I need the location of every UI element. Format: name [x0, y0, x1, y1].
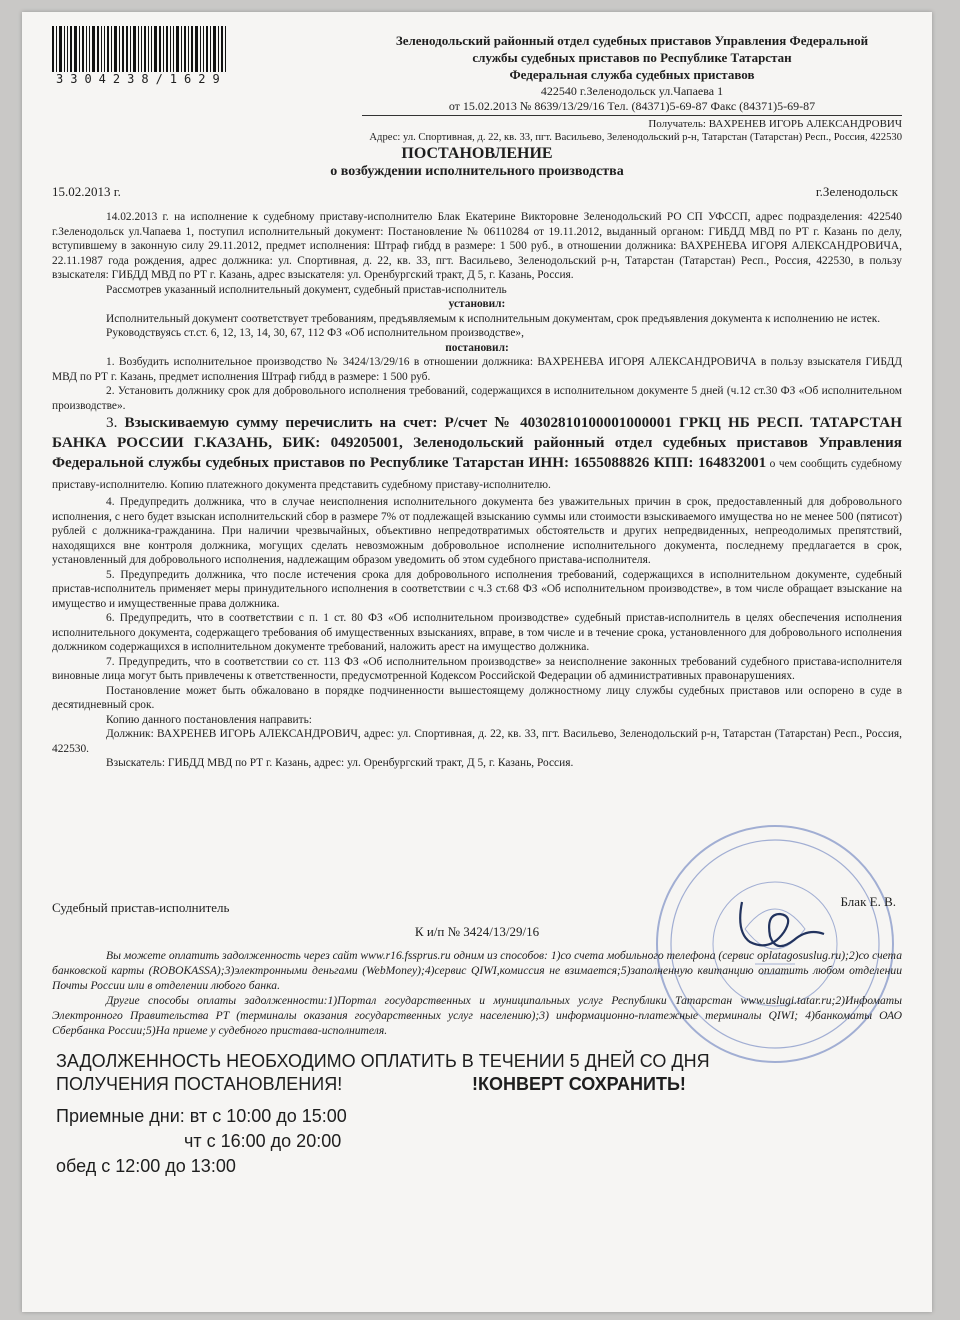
barcode-bar — [59, 26, 62, 72]
payment-other: Другие способы оплаты задолженности:1)Портал государственных и муниципальных услуг Республики Татарстан www.uslugi.tatar.ru;2)Инфоматы Электронного Правительства РТ (терминалы оказания государственных услуг населению);3) информационно-платежные терминалы QIWI; 4)банкоматы ОАО Сбербанка России;5)На приеме у судебного пристава-исполнителя. — [52, 994, 902, 1037]
lunch-break: обед с 12:00 до 13:00 — [56, 1156, 236, 1176]
reference-line: от 15.02.2013 № 8639/13/29/16 Тел. (84371)5-69-87 Факс (84371)5-69-87 — [448, 99, 816, 113]
finding-paragraph: Исполнительный документ соответствует требованиям, предъявляемым к исполнительным документам, срок предъявления документа к исполнению не истек. — [106, 312, 881, 325]
barcode-bar — [86, 26, 87, 72]
item-7: 7. Предупредить, что в соответствии со ст. 113 ФЗ «Об исполнительном производстве» за неисполнение законных требований судебного пристава-исполнителя виновные лица могут быть привлечены к ответственности, предусмотренной Кодексом Российской Федерации об административных правонарушениях. — [52, 655, 902, 682]
envelope-note: !КОНВЕРТ СОХРАНИТЬ! — [472, 1074, 686, 1094]
barcode-bar — [210, 26, 211, 72]
barcode-bar — [176, 26, 179, 72]
org-address: 422540 г.Зеленодольск ул.Чапаева 1 — [540, 84, 724, 98]
review-paragraph: Рассмотрев указанный исполнительный документ, судебный пристав-исполнитель — [106, 283, 507, 296]
item-1: 1. Возбудить исполнительное производство № 3424/13/29/16 в отношении должника: ВАХРЕНЕВА ИГОРЯ АЛЕКСАНДРОВИЧА в пользу взыскателя ГИБДД МВД по РТ г. Казань, предмет исполнения Штраф гибдд в размере: 1 500 руб. — [52, 356, 902, 383]
barcode-bar — [104, 26, 105, 72]
item-4: 4. Предупредить должника, что в случае неисполнения исполнительного документа без уважительных причин в срок, предоставленный для добровольного исполнения, с него будет взыскан исполнительский сбор в размере 7% от подлежащей взысканию суммы или стоимости взыскиваемого имущества но не менее 500 (пятисот) рублей с должника-гражданина. При наличии чрезвычайных, объективно непредотвратимых обстоятельств и других непредвиденных, непреодолимых препятствий, находящихся вне контроля должника, могущих сделать невозможным добровольное исполнение исполнительного документа, последнему предлагается в срок, установленный для добровольного исполнения, надлежащим образом уведомить об этом судебного пристава-исполнителя. — [52, 496, 902, 566]
barcode-bar — [114, 26, 117, 72]
reception-thursday: чт с 16:00 до 20:00 — [184, 1131, 342, 1151]
document-subtitle: о возбуждении исполнительного производства — [330, 164, 624, 179]
item-6: 6. Предупредить, что в соответствии с п. 1 ст. 80 ФЗ «Об исполнительном производстве» судебный пристав-исполнитель в целях обеспечения исполнения исполнительного документа, содержащего требования об имущественных взысканиях, вправе, в том числе и в течение срока, установленного для добровольного исполнения должником содержащихся в исполнительном документе требований, наложить арест на имущество должника. — [52, 612, 902, 653]
barcode-bar — [56, 26, 57, 72]
payment-info — [52, 948, 902, 1038]
barcode-bar — [218, 26, 219, 72]
item-3-number: 3. — [106, 414, 118, 431]
barcode-bar — [221, 26, 223, 72]
barcode-bar — [200, 26, 201, 72]
barcode-bar — [130, 26, 131, 72]
barcode-bar — [191, 26, 193, 72]
document-sheet — [22, 12, 932, 1312]
barcode-bar — [166, 26, 168, 72]
barcode-bar — [225, 26, 226, 72]
copy-claimant: Взыскатель: ГИБДД МВД по РТ г. Казань, адрес: ул. Оренбургский тракт, Д 5, г. Казань, Россия. — [106, 757, 574, 769]
barcode-bar — [67, 26, 68, 72]
recipient: Получатель: ВАХРЕНЕВ ИГОРЬ АЛЕКСАНДРОВИЧ — [648, 118, 902, 130]
barcode-bar — [138, 26, 139, 72]
barcode-bar — [141, 26, 142, 72]
org-line-3: Федеральная служба судебных приставов — [509, 67, 755, 82]
barcode-bar — [163, 26, 164, 72]
barcode-bar — [181, 26, 182, 72]
org-line-1: Зеленодольский районный отдел судебных приставов Управления Федеральной — [395, 33, 869, 48]
barcode-bar — [64, 26, 65, 72]
barcode-bar — [92, 26, 95, 72]
signature-role: Судебный пристав-исполнитель — [52, 900, 230, 915]
signature-name: Блак Е. В. — [840, 894, 896, 909]
barcode-bar — [74, 26, 77, 72]
document-body — [52, 210, 902, 771]
barcode-bar — [206, 26, 208, 72]
item-3-bank-details: Взыскиваемую сумму перечислить на счет: Р/счет № 40302810100001000001 ГРКЦ НБ РЕСП. ТАТАРСТАН БАНКА РОССИИ Г.КАЗАНЬ, БИК: 049205001, Зеленодольский районный отдел судебных приставов Управления Федеральной службы судебных приставов по Республике Татарстан ИНН: 1655088826 КПП: 164832001 — [52, 414, 903, 471]
org-line-2: службы судебных приставов по Республике Татарстан — [472, 50, 792, 65]
item-5: 5. Предупредить должника, что после истечения срока для добровольного исполнения требований, содержащихся в исполнительном документе, судебный пристав-исполнитель применяет меры принудительного исполнения в соответствии с ч.3 ст.68 ФЗ «Об исполнительном производстве», в том числе обращает взыскание на имущество и имущественные права должника. — [52, 568, 902, 610]
document-city: г.Зеленодольск — [815, 184, 898, 199]
case-number: К и/п № 3424/13/29/16 — [414, 924, 540, 939]
barcode-bar — [101, 26, 102, 72]
copy-debtor: Должник: ВАХРЕНЕВ ИГОРЬ АЛЕКСАНДРОВИЧ, адрес: ул. Спортивная, д. 22, кв. 33, пгт. Васильево, Зеленодольский р-н, Татарстан (Татарстан) Респ., Россия, 422530. — [52, 728, 902, 755]
item-3 — [52, 413, 902, 495]
barcode-bar — [184, 26, 186, 72]
barcode-bar — [170, 26, 171, 72]
barcode-bar — [79, 26, 80, 72]
barcode-bar — [111, 26, 112, 72]
barcode-bar — [203, 26, 204, 72]
deadline-line-2: ПОЛУЧЕНИЯ ПОСТАНОВЛЕНИЯ! — [56, 1074, 343, 1094]
payment-methods: Вы можете оплатить задолженность через сайт www.r16.fssprus.ru одним из способов: 1)со счета мобильного телефона (сервис oplatagosuslug.ru);2)со счета банковской карты (ROBOKASSA);3)электронными деньгами (WebMoney);4)сервис QIWI,комиссия не взимается;5)заполненную квитанцию оплатить любом отделении Почты России или в отделении любого банка. — [52, 949, 902, 992]
barcode-bar — [107, 26, 109, 72]
barcode-bar — [154, 26, 157, 72]
barcode-bar — [188, 26, 189, 72]
barcode-bar — [119, 26, 120, 72]
barcode-bar — [159, 26, 161, 72]
postanovil-heading: постановил: — [445, 341, 509, 354]
recipient-address: Адрес: ул. Спортивная, д. 22, кв. 33, пгт. Васильево, Зеленодольский р-н, Татарстан (Татарстан) Респ., Россия, 422530 — [369, 132, 902, 143]
intro-paragraph: 14.02.2013 г. на исполнение к судебному приставу-исполнителю Блак Екатерине Викторовне Зеленодольский РО СП УФССП, адрес подразделения: 422540 г.Зеленодольск ул.Чапаева 1, поступил исполнительный документ: Постановление № 06110284 от 19.11.2012, выданный органом: ГИБДД МВД по РТ г. Казань по делу, вступившему в законную силу 29.11.2012, предмет исполнения: Штраф гибдд в размере: 1 500 руб., в отношении должника: ВАХРЕНЕВА ИГОРЯ АЛЕКСАНДРОВИЧА, 22.11.1987 года рождения, адрес должника: ул. Спортивная, д. 22, кв. 33, пгт. Васильево, Зеленодольский р-н, Татарстан (Татарстан) Респ., Россия, 422530, в пользу взыскателя: ГИБДД МВД по РТ г. Казань, адрес взыскателя: ул. Оренбургский тракт, Д 5, г. Казань, Россия. — [52, 211, 902, 281]
appeal-paragraph: Постановление может быть обжаловано в порядке подчиненности вышестоящему должностному лицу службы судебных приставов или оспорено в суде в десятидневный срок. — [52, 684, 902, 711]
barcode-bar — [173, 26, 174, 72]
barcode-bar — [213, 26, 216, 72]
barcode-bar — [195, 26, 198, 72]
barcode-bar — [144, 26, 146, 72]
barcode-bar — [89, 26, 90, 72]
document-title: ПОСТАНОВЛЕНИЕ — [401, 145, 553, 162]
barcode-bar — [97, 26, 99, 72]
barcode-bar — [148, 26, 149, 72]
barcode-bar — [52, 26, 54, 72]
barcode-bar — [151, 26, 152, 72]
barcode-bar — [122, 26, 124, 72]
barcode-bar — [133, 26, 136, 72]
item-3-tail: о чем сообщить судебному приставу-исполнителю. Копию платежного документа представить судебному приставу-исполнителю. — [52, 458, 902, 491]
ustanovil-heading: установил: — [448, 298, 506, 310]
barcode-bar — [126, 26, 128, 72]
legal-basis: Руководствуясь ст.ст. 6, 12, 13, 14, 30, 67, 112 ФЗ «Об исполнительном производстве», — [106, 327, 524, 339]
deadline-line-1: ЗАДОЛЖЕННОСТЬ НЕОБХОДИМО ОПЛАТИТЬ В ТЕЧЕНИИ 5 ДНЕЙ СО ДНЯ — [56, 1051, 710, 1071]
document-date: 15.02.2013 г. — [52, 184, 121, 199]
reception-days: Приемные дни: вт с 10:00 до 15:00 — [56, 1106, 347, 1126]
barcode-number: 3304238/1629 — [56, 72, 227, 86]
barcode-bar — [70, 26, 72, 72]
copies-heading: Копию данного постановления направить: — [106, 713, 312, 726]
barcode — [52, 26, 250, 72]
barcode-bar — [82, 26, 84, 72]
item-2: 2. Установить должнику срок для добровольного исполнения требований, содержащихся в исполнительном документе 5 дней (ч.12 ст.30 ФЗ «Об исполнительном производстве». — [52, 385, 902, 412]
header-divider — [362, 115, 902, 116]
